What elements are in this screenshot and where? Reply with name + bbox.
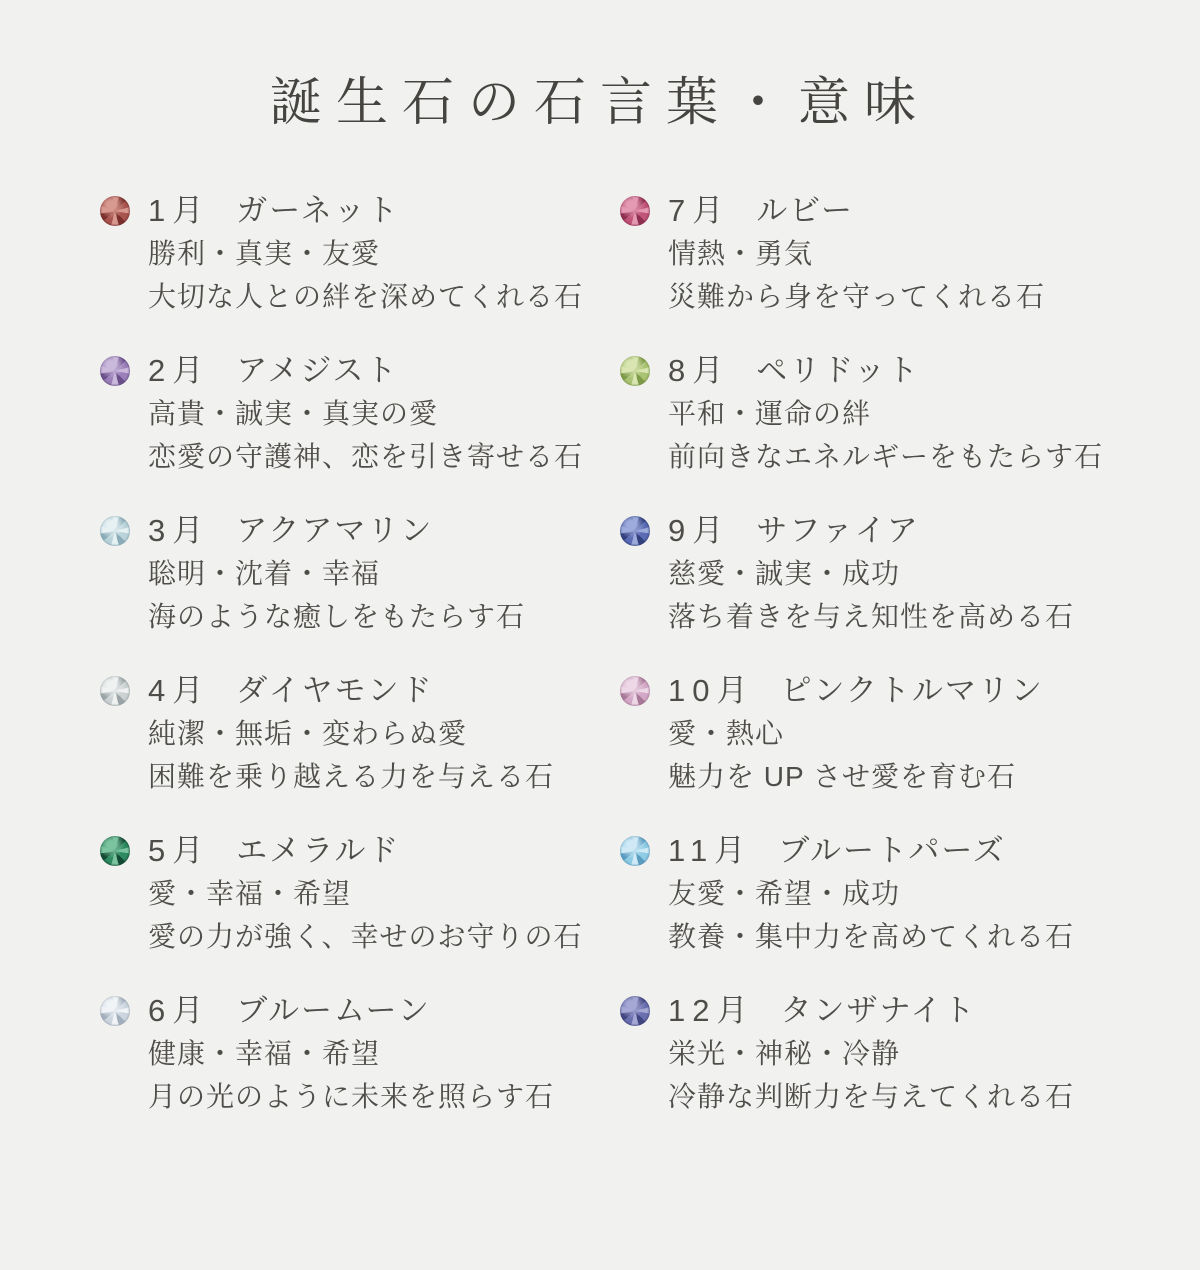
month-label: 1月 [148, 192, 211, 228]
gem-icon [100, 676, 130, 706]
stone-meanings: 勝利・真実・友愛 [148, 237, 381, 269]
stone-description: 海のような癒しをもたらす石 [148, 600, 526, 632]
month-label: 8月 [668, 352, 731, 388]
month-label: 4月 [148, 672, 211, 708]
month-label: 7月 [668, 192, 731, 228]
birthstone-entry-december [620, 990, 1140, 1118]
stone-description: 月の光のように未来を照らす石 [148, 1080, 555, 1112]
month-label: 2月 [148, 352, 211, 388]
stone-name: ブルートパーズ [778, 832, 1006, 868]
stone-meanings: 純潔・無垢・変わらぬ愛 [148, 717, 468, 749]
month-label: 5月 [148, 832, 211, 868]
birthstone-entry-june [100, 990, 620, 1118]
stone-description: 困難を乗り越える力を与える石 [148, 760, 555, 792]
stone-description: 愛の力が強く、幸せのお守りの石 [148, 920, 583, 952]
month-label: 6月 [148, 992, 211, 1028]
right-column [620, 190, 1140, 1150]
left-column [100, 190, 620, 1150]
gem-icon [620, 836, 650, 866]
stone-name: ダイヤモンド [236, 672, 434, 708]
stone-description: 前向きなエネルギーをもたらす石 [668, 440, 1104, 472]
birthstone-entry-july [620, 190, 1140, 318]
gem-icon [620, 356, 650, 386]
stone-description: 魅力を UP させ愛を育む石 [668, 760, 1016, 792]
stone-description: 大切な人との絆を深めてくれる石 [148, 280, 584, 312]
stone-meanings: 慈愛・誠実・成功 [668, 557, 901, 589]
stone-name: アメジスト [236, 352, 399, 388]
birthstone-entry-january [100, 190, 620, 318]
gem-icon [100, 516, 130, 546]
stone-description: 落ち着きを与え知性を高める石 [668, 600, 1075, 632]
gem-icon [100, 836, 130, 866]
gem-icon [620, 676, 650, 706]
month-label: 3月 [148, 512, 211, 548]
stone-name: ピンクトルマリン [780, 672, 1044, 708]
birthstone-entry-april [100, 670, 620, 798]
stone-name: ペリドット [756, 352, 921, 388]
stone-name: エメラルド [236, 832, 401, 868]
entries-grid [0, 190, 1200, 1150]
birthstone-entry-september [620, 510, 1140, 638]
stone-description: 教養・集中力を高めてくれる石 [668, 920, 1075, 952]
stone-description: 災難から身を守ってくれる石 [668, 280, 1046, 312]
stone-meanings: 平和・運命の絆 [668, 397, 872, 429]
birthstone-entry-august [620, 350, 1140, 478]
gem-icon [620, 516, 650, 546]
stone-meanings: 聡明・沈着・幸福 [148, 557, 381, 589]
stone-name: アクアマリン [236, 512, 434, 548]
gem-icon [100, 996, 130, 1026]
stone-meanings: 高貴・誠実・真実の愛 [148, 397, 439, 429]
gem-icon [620, 196, 650, 226]
stone-name: ブルームーン [236, 992, 431, 1028]
stone-name: サファイア [756, 512, 920, 548]
stone-name: ガーネット [236, 192, 400, 228]
stone-name: ルビー [756, 192, 855, 228]
stone-meanings: 栄光・神秘・冷静 [668, 1037, 901, 1069]
page-title: 誕生石の石言葉・意味 [269, 75, 930, 132]
month-label: 12月 [668, 992, 755, 1028]
stone-meanings: 情熱・勇気 [668, 237, 814, 269]
birthstone-entry-november [620, 830, 1140, 958]
birthstone-entry-march [100, 510, 620, 638]
birthstone-entry-february [100, 350, 620, 478]
stone-meanings: 健康・幸福・希望 [148, 1037, 381, 1069]
birthstone-infographic [0, 70, 1200, 1150]
birthstone-entry-may [100, 830, 620, 958]
month-label: 10月 [668, 672, 755, 708]
gem-icon [100, 196, 130, 226]
birthstone-entry-october [620, 670, 1140, 798]
month-label: 11月 [668, 832, 753, 868]
stone-description: 恋愛の守護神、恋を引き寄せる石 [148, 440, 584, 472]
month-label: 9月 [668, 512, 731, 548]
stone-meanings: 愛・熱心 [668, 717, 785, 749]
gem-icon [620, 996, 650, 1026]
stone-name: タンザナイト [780, 992, 977, 1028]
stone-description: 冷静な判断力を与えてくれる石 [668, 1080, 1075, 1112]
stone-meanings: 愛・幸福・希望 [148, 877, 352, 909]
stone-meanings: 友愛・希望・成功 [668, 877, 901, 909]
gem-icon [100, 356, 130, 386]
